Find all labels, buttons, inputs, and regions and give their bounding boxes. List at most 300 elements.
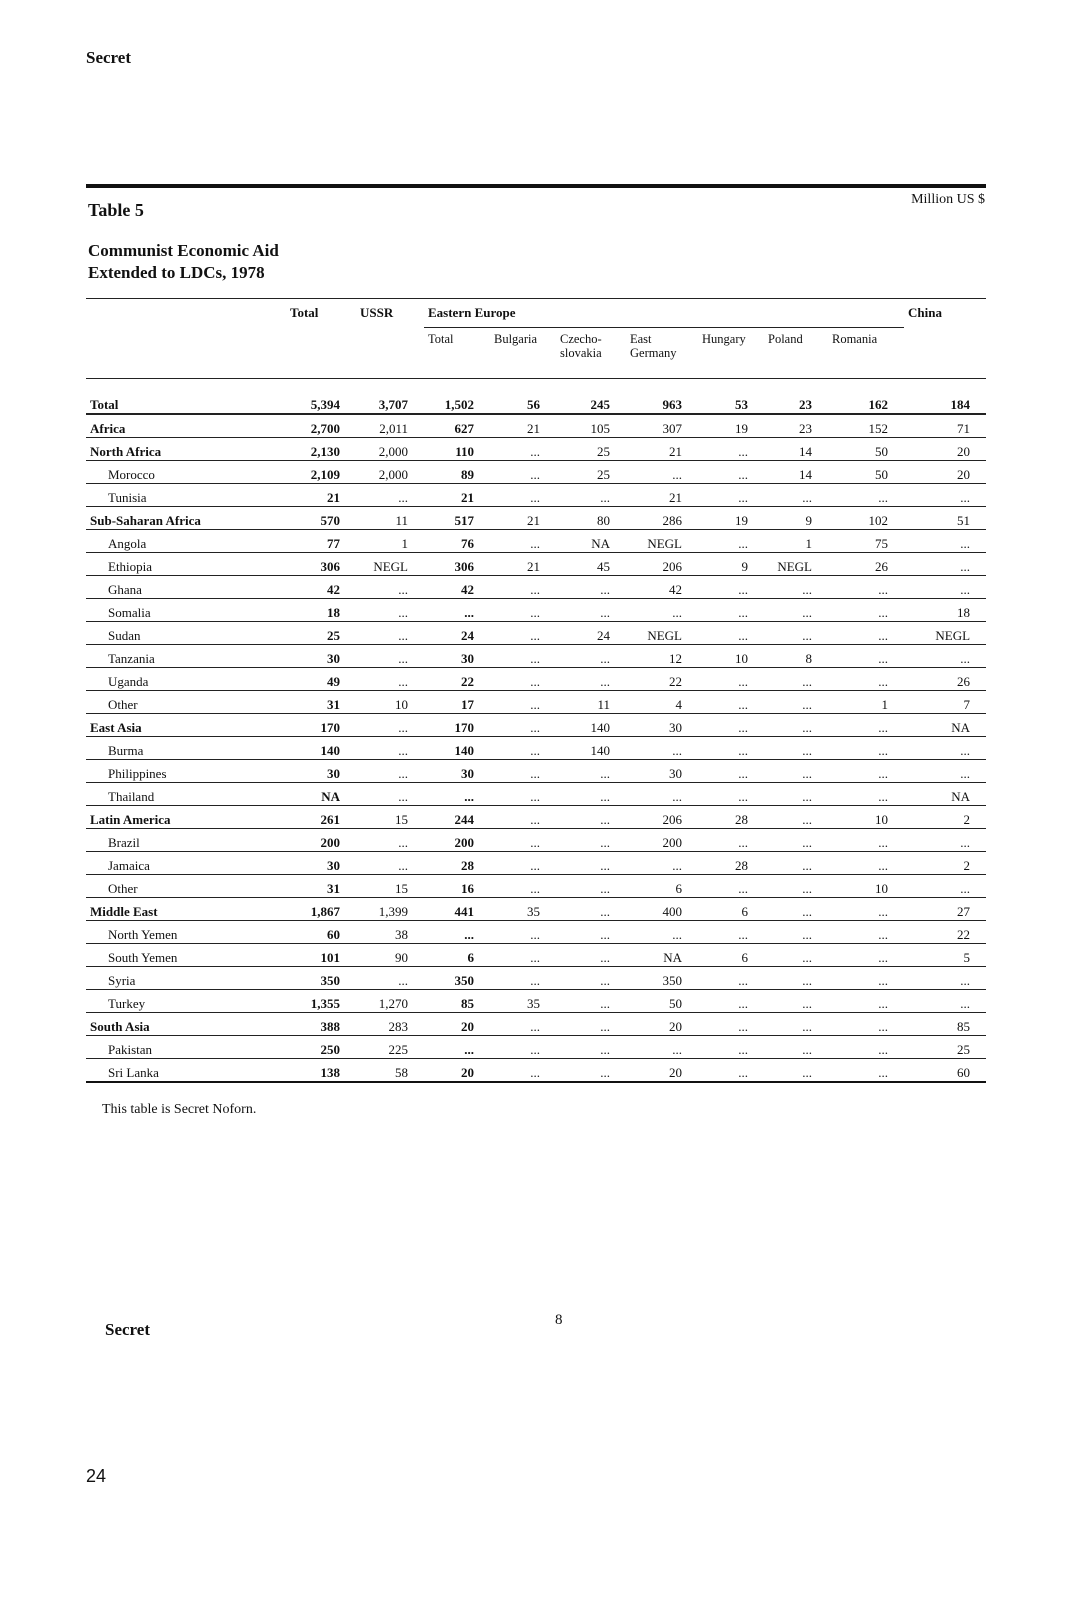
table-cell: ... [556,599,626,622]
table-cell: 206 [626,806,698,829]
table-cell: ... [556,783,626,806]
table-cell: ... [356,829,424,852]
table-cell: ... [490,484,556,507]
table-row [86,414,986,438]
table-cell: ... [698,599,764,622]
table-cell: 15 [356,875,424,898]
table-cell: ... [764,898,828,921]
table-cell: ... [764,1059,828,1083]
table-cell: 89 [424,461,490,484]
table-cell: 5,394 [286,379,356,415]
table-cell: 76 [424,530,490,553]
table-cell: 25 [556,461,626,484]
table-cell: 24 [556,622,626,645]
table-row [86,484,986,507]
table-cell: 2,000 [356,438,424,461]
table-cell: 2 [904,852,986,875]
table-cell: ... [764,1013,828,1036]
table-row [86,1059,986,1083]
table-cell: 30 [286,760,356,783]
table-cell: ... [356,622,424,645]
table-cell: ... [828,576,904,599]
table-cell: ... [490,1013,556,1036]
table-cell: ... [698,1013,764,1036]
table-cell: ... [626,599,698,622]
table-cell: 350 [286,967,356,990]
table-cell: 21 [424,484,490,507]
table-cell: 517 [424,507,490,530]
table-cell: NEGL [626,622,698,645]
row-label: North Yemen [86,921,286,944]
table-cell: 152 [828,414,904,438]
table-cell: 10 [698,645,764,668]
table-cell: ... [556,875,626,898]
table-cell: 627 [424,414,490,438]
col-header-ussr: USSR [360,305,394,321]
table-cell: ... [904,484,986,507]
table-cell: ... [490,921,556,944]
table-cell: 17 [424,691,490,714]
header-empty [904,328,986,379]
table-cell: ... [490,829,556,852]
table-cell: ... [904,967,986,990]
table-cell: ... [626,1036,698,1059]
table-cell: ... [904,829,986,852]
table-cell: 23 [764,414,828,438]
table-cell: 101 [286,944,356,967]
table-cell: ... [764,875,828,898]
table-cell: ... [698,783,764,806]
table-cell: 45 [556,553,626,576]
table-cell: ... [764,484,828,507]
table-cell: ... [698,1059,764,1083]
table-cell: ... [698,622,764,645]
table-cell: 25 [556,438,626,461]
table-cell: ... [556,1013,626,1036]
table-cell: 85 [424,990,490,1013]
table-cell: 30 [286,645,356,668]
units-label: Million US $ [911,192,985,207]
table-row [86,990,986,1013]
table-cell: ... [698,530,764,553]
table-cell: ... [698,737,764,760]
table-cell: 306 [286,553,356,576]
table-row [86,714,986,737]
table-row [86,668,986,691]
table-cell: ... [904,576,986,599]
table-cell: 42 [626,576,698,599]
table-title-line2: Extended to LDCs, 1978 [88,263,265,282]
table-cell: ... [490,714,556,737]
table-cell: 21 [490,507,556,530]
table-cell: ... [764,737,828,760]
table-cell: 60 [286,921,356,944]
table-cell: 8 [764,645,828,668]
table-cell: ... [556,806,626,829]
table-cell: 206 [626,553,698,576]
row-label: Brazil [86,829,286,852]
table-cell: ... [828,1036,904,1059]
table-cell: 28 [698,852,764,875]
table-cell: ... [356,967,424,990]
table-row [86,898,986,921]
table-cell: 570 [286,507,356,530]
table-cell: NA [904,714,986,737]
table-cell: 50 [828,438,904,461]
table-cell: 184 [904,379,986,415]
table-cell: 441 [424,898,490,921]
table-cell: 1 [356,530,424,553]
table-cell: ... [490,760,556,783]
row-label: Latin America [86,806,286,829]
col-header-ee-sub: Romania [832,332,878,346]
table-cell: 20 [626,1013,698,1036]
table-cell: ... [490,806,556,829]
table-cell: 2,011 [356,414,424,438]
table-cell: 27 [904,898,986,921]
table-cell: 12 [626,645,698,668]
table-cell: ... [490,622,556,645]
table-cell: ... [698,714,764,737]
table-cell: 400 [626,898,698,921]
table-cell: ... [828,599,904,622]
table-cell: ... [556,921,626,944]
table-cell: ... [698,967,764,990]
table-cell: 200 [424,829,490,852]
table-cell: ... [556,1059,626,1083]
header-empty [86,328,286,379]
table-cell: ... [828,852,904,875]
row-label: Other [86,875,286,898]
table-cell: ... [904,737,986,760]
table-row [86,461,986,484]
table-row [86,783,986,806]
row-label: South Asia [86,1013,286,1036]
table-cell: ... [626,921,698,944]
col-header-ee-sub: Total [428,332,454,346]
table-cell: 90 [356,944,424,967]
table-cell: ... [828,921,904,944]
row-label: Turkey [86,990,286,1013]
table-cell: 1,867 [286,898,356,921]
table-cell: ... [490,576,556,599]
table-cell: 102 [828,507,904,530]
table-cell: ... [556,944,626,967]
table-cell: 22 [626,668,698,691]
table-row [86,645,986,668]
table-cell: 350 [424,967,490,990]
row-label: South Yemen [86,944,286,967]
table-cell: 10 [356,691,424,714]
table-cell: ... [698,875,764,898]
table-cell: ... [828,967,904,990]
aid-table-body [86,379,986,1083]
table-cell: ... [698,484,764,507]
table-cell: 3,707 [356,379,424,415]
table-cell: ... [356,599,424,622]
table-cell: 50 [626,990,698,1013]
table-cell: 140 [286,737,356,760]
table-cell: ... [490,944,556,967]
table-cell: 25 [286,622,356,645]
table-cell: 18 [286,599,356,622]
table-row [86,576,986,599]
table-cell: ... [424,599,490,622]
table-row [86,379,986,415]
table-cell: ... [556,645,626,668]
table-cell: 138 [286,1059,356,1083]
table-row [86,438,986,461]
table-cell: ... [490,1059,556,1083]
table-cell: ... [764,760,828,783]
table-cell: ... [698,1036,764,1059]
table-cell: 10 [828,806,904,829]
table-cell: ... [490,691,556,714]
table-cell: ... [556,576,626,599]
table-cell: 7 [904,691,986,714]
header-classification: Secret [86,48,131,67]
table-cell: 283 [356,1013,424,1036]
row-label: Jamaica [86,852,286,875]
row-label: East Asia [86,714,286,737]
table-cell: ... [828,944,904,967]
table-cell: 19 [698,414,764,438]
table-label: Table 5 [88,200,144,220]
table-cell: ... [356,760,424,783]
table-cell: ... [424,921,490,944]
table-cell: 11 [556,691,626,714]
table-row [86,691,986,714]
table-cell: ... [828,898,904,921]
table-row [86,829,986,852]
table-cell: 20 [424,1059,490,1083]
table-cell: 6 [698,944,764,967]
row-label: Morocco [86,461,286,484]
table-cell: ... [490,645,556,668]
table-cell: 2,109 [286,461,356,484]
table-cell: 21 [490,553,556,576]
table-cell: ... [828,714,904,737]
table-cell: 245 [556,379,626,415]
table-cell: 22 [424,668,490,691]
table-cell: 38 [356,921,424,944]
table-cell: NA [626,944,698,967]
row-label: Middle East [86,898,286,921]
table-cell: 20 [424,1013,490,1036]
table-row [86,553,986,576]
table-cell: ... [764,852,828,875]
table-cell: ... [556,1036,626,1059]
table-cell: ... [556,852,626,875]
table-cell: 261 [286,806,356,829]
table-cell: ... [828,1059,904,1083]
table-cell: ... [828,484,904,507]
table-cell: 21 [626,438,698,461]
table-cell: 28 [424,852,490,875]
table-cell: 19 [698,507,764,530]
table-cell: 14 [764,438,828,461]
table-cell: ... [356,645,424,668]
table-row [86,760,986,783]
table-cell: ... [626,737,698,760]
table-cell: 170 [424,714,490,737]
table-cell: ... [764,806,828,829]
table-cell: 200 [286,829,356,852]
row-label: Africa [86,414,286,438]
table-cell: 6 [424,944,490,967]
header-empty [356,328,424,379]
table-cell: ... [490,668,556,691]
table-cell: ... [764,967,828,990]
table-cell: NEGL [356,553,424,576]
table-row [86,967,986,990]
table-cell: 30 [626,760,698,783]
table-cell: ... [904,990,986,1013]
table-cell: ... [556,829,626,852]
table-cell: ... [626,783,698,806]
table-cell: ... [764,829,828,852]
table-cell: 2 [904,806,986,829]
table-cell: 10 [828,875,904,898]
footer-classification: Secret [105,1320,150,1339]
table-cell: ... [828,760,904,783]
table-cell: NA [286,783,356,806]
table-cell: ... [904,530,986,553]
row-label: Angola [86,530,286,553]
table-cell: 35 [490,898,556,921]
table-cell: ... [424,783,490,806]
table-cell: ... [698,668,764,691]
page-number: 8 [555,1312,563,1328]
table-cell: ... [556,967,626,990]
table-row [86,944,986,967]
table-cell: 140 [556,737,626,760]
table-cell: ... [556,760,626,783]
table-cell: ... [764,668,828,691]
col-header-total: Total [290,305,319,321]
table-cell: 1 [764,530,828,553]
col-header-eastern-europe: Eastern Europe [424,299,904,328]
table-cell: 77 [286,530,356,553]
row-label: Syria [86,967,286,990]
table-cell: ... [490,852,556,875]
table-cell: ... [764,714,828,737]
table-cell: 2,700 [286,414,356,438]
table-cell: 2,130 [286,438,356,461]
table-cell: 30 [626,714,698,737]
table-cell: 110 [424,438,490,461]
table-cell: 23 [764,379,828,415]
table-cell: NA [904,783,986,806]
table-cell: 71 [904,414,986,438]
table-cell: ... [626,852,698,875]
table-cell: ... [904,875,986,898]
table-cell: 170 [286,714,356,737]
table-cell: 21 [490,414,556,438]
row-label: North Africa [86,438,286,461]
table-cell: 18 [904,599,986,622]
table-cell: 9 [764,507,828,530]
row-label: Sub-Saharan Africa [86,507,286,530]
table-cell: 60 [904,1059,986,1083]
col-header-ee-sub: East Germany [630,332,677,360]
table-cell: 49 [286,668,356,691]
row-label: Sudan [86,622,286,645]
table-cell: ... [764,691,828,714]
col-header-china: China [908,305,942,321]
table-cell: 75 [828,530,904,553]
table-cell: ... [556,898,626,921]
table-cell: ... [698,921,764,944]
table-cell: ... [356,737,424,760]
table-cell: 6 [626,875,698,898]
table-cell: 20 [626,1059,698,1083]
col-header-ee-sub: Bulgaria [494,332,538,346]
table-cell: 1 [828,691,904,714]
table-cell: ... [698,576,764,599]
table-cell: ... [764,622,828,645]
table-cell: 140 [424,737,490,760]
table-note: This table is Secret Noforn. [102,1102,257,1117]
table-cell: 11 [356,507,424,530]
table-cell: 4 [626,691,698,714]
table-cell: 105 [556,414,626,438]
table-cell: ... [556,484,626,507]
table-cell: ... [356,668,424,691]
table-title-line1: Communist Economic Aid [88,241,279,260]
table-cell: 31 [286,875,356,898]
col-header-ee-sub: Czecho- slovakia [560,332,602,360]
table-row [86,622,986,645]
table-cell: ... [764,990,828,1013]
row-label: Burma [86,737,286,760]
table-cell: ... [828,783,904,806]
table-row [86,737,986,760]
col-header-ee-sub: Hungary [702,332,746,346]
table-cell: ... [490,1036,556,1059]
table-cell: ... [490,530,556,553]
header-empty [286,328,356,379]
table-cell: 225 [356,1036,424,1059]
table-cell: ... [490,875,556,898]
table-cell: 26 [904,668,986,691]
row-label: Thailand [86,783,286,806]
table-cell: 963 [626,379,698,415]
table-cell: ... [356,576,424,599]
table-cell: ... [356,714,424,737]
table-cell: 30 [424,645,490,668]
table-cell: 30 [286,852,356,875]
table-cell: ... [698,461,764,484]
table-cell: 31 [286,691,356,714]
table-cell: ... [490,599,556,622]
table-cell: ... [828,737,904,760]
table-cell: ... [698,990,764,1013]
table-cell: 30 [424,760,490,783]
table-cell: 9 [698,553,764,576]
table-title [88,240,279,284]
table-cell: 58 [356,1059,424,1083]
table-row [86,852,986,875]
col-header-ee-sub: Poland [768,332,803,346]
aid-table [86,298,986,1083]
table-cell: ... [490,461,556,484]
table-cell: ... [828,829,904,852]
table-cell: ... [764,1036,828,1059]
table-cell: 286 [626,507,698,530]
table-cell: 250 [286,1036,356,1059]
table-cell: 1,355 [286,990,356,1013]
